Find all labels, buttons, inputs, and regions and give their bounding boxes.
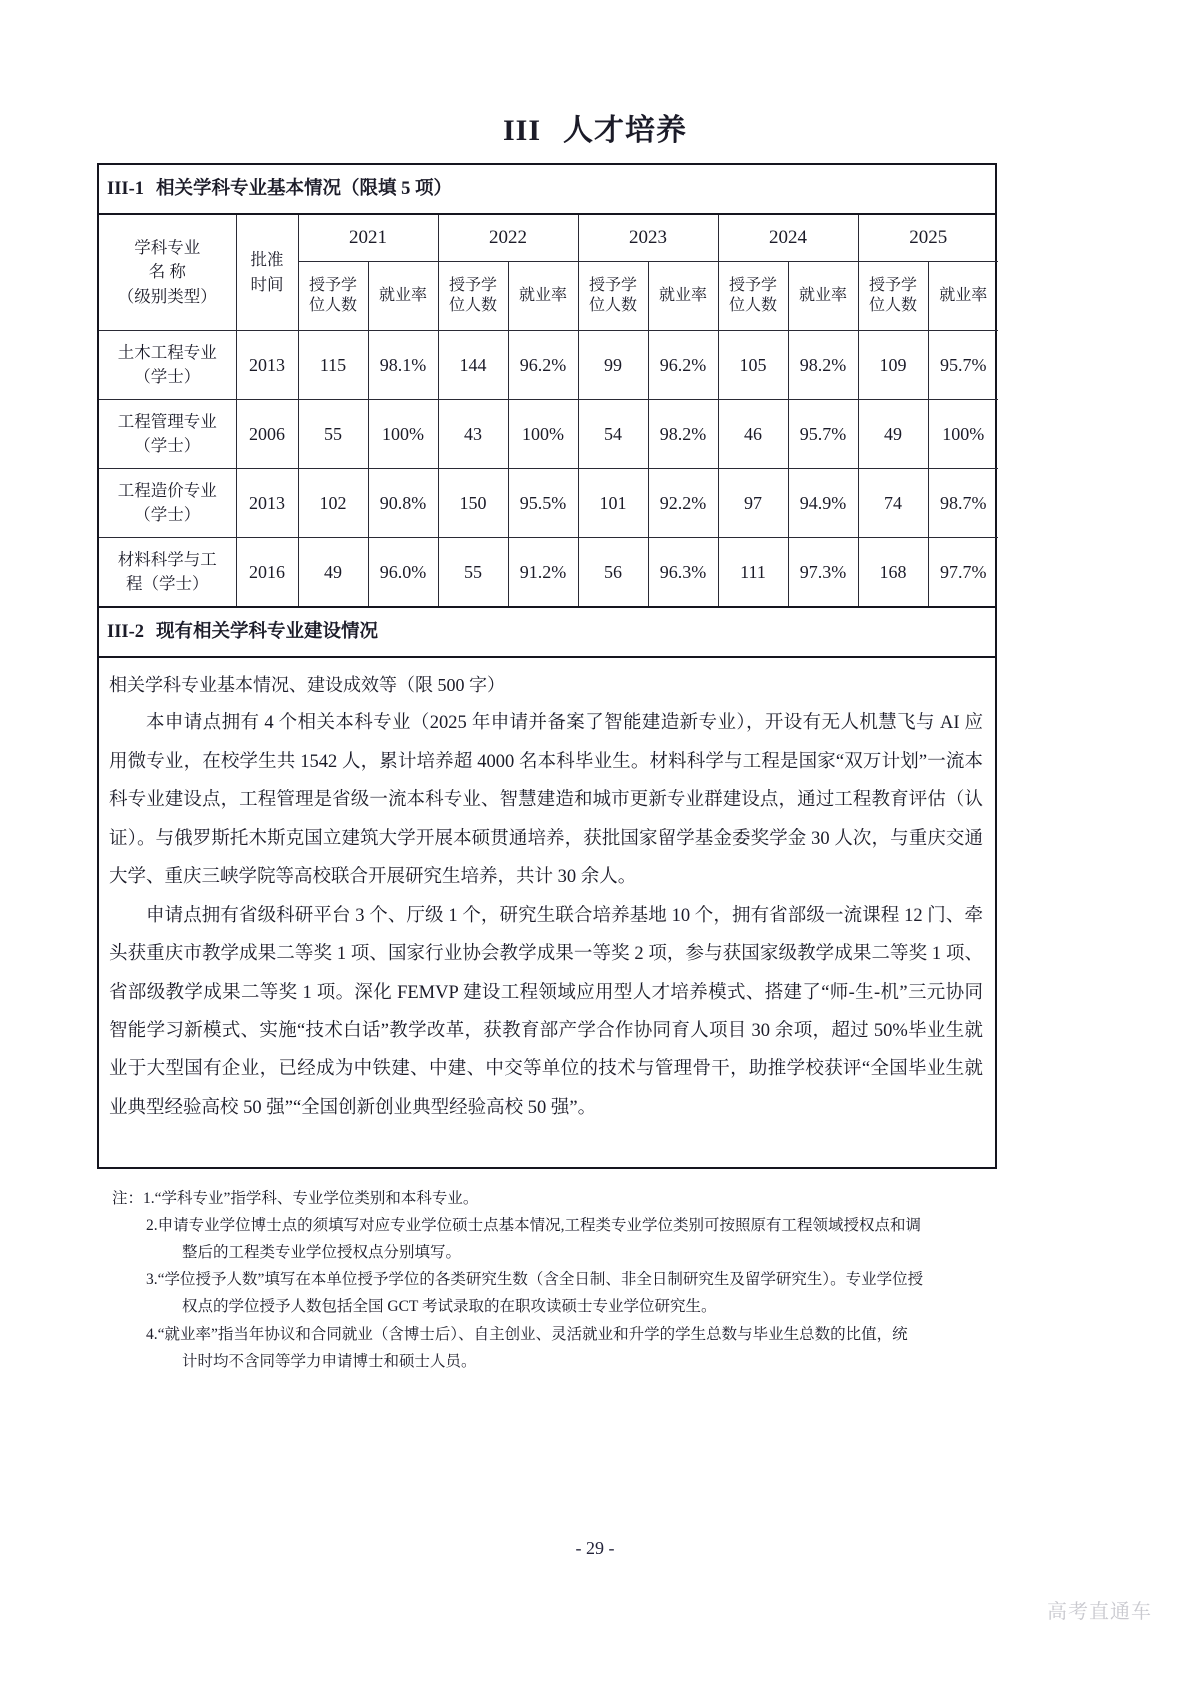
header-degrees-2025 xyxy=(858,262,928,331)
header-degrees-line2: 位人数 xyxy=(728,297,777,315)
cell-degrees-2021: 102 xyxy=(298,469,368,538)
footnote-item-2-cont xyxy=(112,1240,1002,1265)
row-major-name xyxy=(99,400,236,469)
cell-degrees-2025: 74 xyxy=(858,469,928,538)
row-approval-year: 2016 xyxy=(236,538,298,607)
cell-employment-2025: 100% xyxy=(928,400,998,469)
cell-employment-2024: 94.9% xyxy=(788,469,858,538)
cell-employment-2021: 96.0% xyxy=(368,538,438,607)
header-major-name-line1: 学科专业 xyxy=(134,237,201,257)
page-number: - 29 - xyxy=(575,1538,615,1558)
cell-degrees-2025: 109 xyxy=(858,331,928,400)
page-title xyxy=(0,105,1190,149)
header-degrees-line1: 授予学 xyxy=(448,277,497,295)
row-major-name-line1: 土木工程专业 xyxy=(117,343,217,363)
table-row xyxy=(99,469,998,538)
page-title-text: 人才培养 xyxy=(563,114,688,147)
table-row xyxy=(99,400,998,469)
watermark: 高考直通车 xyxy=(1047,1601,1152,1623)
footnote-text-3-continuation: 权点的学位授予人数包括全国 GCT 考试录取的在职攻读硕士专业学位研究生。 xyxy=(182,1298,717,1316)
section-label-iii-2: 现有相关学科专业建设情况 xyxy=(156,622,379,643)
narrative-paragraph-2: 申请点拥有省级科研平台 3 个、厅级 1 个，研究生联合培养基地 10 个，拥有省部级一流课程 12 门、牵头获重庆市教学成果二等奖 1 项、国家行业协会教学成果一等奖 2 项，参与获国家级教学成果二等奖 1 项、省部级教学成果二等奖 1 项。深化 FEMVP 建设工程领域应用型人才培养模式、搭建了“师-生-机”三元协同智能学习新模式、实施“技术白话”教学改革，获教育部产学合作协同育人项目 30 余项，超过 50%毕业生就业于大型国有企业，已经成为中铁建、中建、中交等单位的技术与管理骨干，助推学校获评“全国毕业生就业典型经验高校 50 强”“全国创新创业典型经验高校 50 强”。 xyxy=(109,905,983,1118)
row-approval-year: 2013 xyxy=(236,469,298,538)
cell-employment-2023: 98.2% xyxy=(648,400,718,469)
majors-table xyxy=(99,215,998,606)
header-degrees-line1: 授予学 xyxy=(588,277,637,295)
cell-degrees-2023: 101 xyxy=(578,469,648,538)
header-employment-2021: 就业率 xyxy=(368,262,438,331)
footnote-marker-1: 1. xyxy=(143,1190,155,1207)
header-degrees-line2: 位人数 xyxy=(448,297,497,315)
cell-degrees-2024: 97 xyxy=(718,469,788,538)
header-degrees-2022 xyxy=(438,262,508,331)
footnote-prefix: 注： xyxy=(112,1190,144,1207)
section-header-iii-1 xyxy=(99,165,995,215)
page-title-numeral: III xyxy=(502,114,542,147)
header-approval-time xyxy=(236,215,298,331)
row-major-name xyxy=(99,469,236,538)
cell-employment-2022: 91.2% xyxy=(508,538,578,607)
header-employment-2023: 就业率 xyxy=(648,262,718,331)
header-employment-2022: 就业率 xyxy=(508,262,578,331)
footnote-text-2-continuation: 整后的工程类专业学位授权点分别填写。 xyxy=(182,1244,462,1262)
footnotes xyxy=(112,1186,1002,1376)
cell-employment-2023: 96.3% xyxy=(648,538,718,607)
cell-degrees-2022: 144 xyxy=(438,331,508,400)
row-approval-year: 2006 xyxy=(236,400,298,469)
footnote-text-3: “学位授予人数”填写在本单位授予学位的各类研究生数（含全日制、非全日制研究生及留学研究生）。专业学位授 xyxy=(157,1271,924,1289)
table-row xyxy=(99,331,998,400)
row-major-name-line1: 工程造价专业 xyxy=(117,481,217,501)
section-label-iii-1: 相关学科专业基本情况 xyxy=(156,179,342,199)
header-approval-line1: 批准 xyxy=(250,249,284,269)
cell-employment-2021: 98.1% xyxy=(368,331,438,400)
row-major-name xyxy=(99,538,236,607)
row-major-name xyxy=(99,331,236,400)
table-row xyxy=(99,538,998,607)
cell-degrees-2025: 49 xyxy=(858,400,928,469)
narrative-paragraph-1: 本申请点拥有 4 个相关本科专业（2025 年申请并备案了智能建造新专业），开设有无人机慧飞与 AI 应用微专业，在校学生共 1542 人，累计培养超 4000 名本科毕业生。材料科学与工程是国家“双万计划”一流本科专业建设点，工程管理是省级一流本科专业、智慧建造和城市更新专业群建设点，通过工程教育评估（认证）。与俄罗斯托木斯克国立建筑大学开展本硕贯通培养，获批国家留学基金委奖学金 30 人次，与重庆交通大学、重庆三峡学院等高校联合开展研究生培养，共计 30 余人。 xyxy=(109,713,983,888)
header-major-name-line3: （级别类型） xyxy=(117,287,217,307)
header-year-2025: 2025 xyxy=(858,215,998,262)
cell-employment-2021: 100% xyxy=(368,400,438,469)
cell-employment-2023: 96.2% xyxy=(648,331,718,400)
footnote-text-1: “学科专业”指学科、专业学位类别和本科专业。 xyxy=(154,1190,479,1207)
cell-employment-2024: 98.2% xyxy=(788,331,858,400)
footnote-text-2: 申请专业学位博士点的须填写对应专业学位硕士点基本情况,工程类专业学位类别可按照原有工程领域授权点和调 xyxy=(157,1217,922,1235)
cell-degrees-2023: 54 xyxy=(578,400,648,469)
header-employment-2025: 就业率 xyxy=(928,262,998,331)
footnote-marker-2: 2. xyxy=(146,1217,158,1235)
header-degrees-line2: 位人数 xyxy=(588,297,637,315)
cell-degrees-2022: 150 xyxy=(438,469,508,538)
cell-employment-2021: 90.8% xyxy=(368,469,438,538)
row-major-name-line1: 工程管理专业 xyxy=(117,412,217,432)
header-year-2024: 2024 xyxy=(718,215,858,262)
cell-degrees-2022: 43 xyxy=(438,400,508,469)
cell-degrees-2021: 55 xyxy=(298,400,368,469)
cell-degrees-2024: 111 xyxy=(718,538,788,607)
narrative-lead: 相关学科专业基本情况、建设成效等（限 500 字） xyxy=(109,675,505,696)
cell-degrees-2021: 49 xyxy=(298,538,368,607)
header-year-2023: 2023 xyxy=(578,215,718,262)
section-id-iii-1: III-1 xyxy=(107,179,145,199)
footnote-item-4-cont xyxy=(112,1349,1002,1374)
cell-employment-2023: 92.2% xyxy=(648,469,718,538)
cell-degrees-2023: 99 xyxy=(578,331,648,400)
header-degrees-line2: 位人数 xyxy=(308,297,357,315)
footnote-item-3-cont xyxy=(112,1294,1002,1319)
header-employment-2024: 就业率 xyxy=(788,262,858,331)
cell-degrees-2022: 55 xyxy=(438,538,508,607)
footnote-marker-3: 3. xyxy=(146,1271,158,1289)
cell-employment-2024: 95.7% xyxy=(788,400,858,469)
row-major-name-line2: 程（学士） xyxy=(126,574,209,594)
header-year-2021: 2021 xyxy=(298,215,438,262)
section-id-iii-2: III-2 xyxy=(107,622,145,643)
header-degrees-2021 xyxy=(298,262,368,331)
section-header-iii-2 xyxy=(99,608,995,658)
header-major-name xyxy=(99,215,236,331)
cell-degrees-2021: 115 xyxy=(298,331,368,400)
footnote-item-3 xyxy=(112,1267,1002,1292)
row-major-name-line2: （学士） xyxy=(134,367,201,387)
header-degrees-2024 xyxy=(718,262,788,331)
cell-degrees-2024: 105 xyxy=(718,331,788,400)
cell-employment-2025: 97.7% xyxy=(928,538,998,607)
majors-table-wrapper xyxy=(99,215,995,608)
header-degrees-line2: 位人数 xyxy=(868,297,917,315)
cell-employment-2022: 95.5% xyxy=(508,469,578,538)
header-degrees-line1: 授予学 xyxy=(728,277,777,295)
cell-employment-2025: 95.7% xyxy=(928,331,998,400)
header-degrees-line1: 授予学 xyxy=(308,277,357,295)
cell-employment-2022: 96.2% xyxy=(508,331,578,400)
footnote-item-4 xyxy=(112,1322,1002,1347)
narrative-body xyxy=(99,658,995,1167)
table-header-row-1 xyxy=(99,215,998,262)
cell-employment-2022: 100% xyxy=(508,400,578,469)
header-degrees-line1: 授予学 xyxy=(868,277,917,295)
row-major-name-line1: 材料科学与工 xyxy=(117,550,217,570)
footnote-text-4: “就业率”指当年协议和合同就业（含博士后）、自主创业、灵活就业和升学的学生总数与毕业生总数的比值，统 xyxy=(157,1325,908,1343)
section-note-iii-1: （限填 5 项） xyxy=(341,179,453,199)
cell-employment-2025: 98.7% xyxy=(928,469,998,538)
cell-employment-2024: 97.3% xyxy=(788,538,858,607)
header-degrees-2023 xyxy=(578,262,648,331)
footnote-item-1 xyxy=(112,1186,1002,1211)
header-major-name-line2: 名 称 xyxy=(148,262,186,282)
header-approval-line2: 时间 xyxy=(250,274,284,294)
footnote-item-2 xyxy=(112,1213,1002,1238)
footnote-text-4-continuation: 计时均不含同等学力申请博士和硕士人员。 xyxy=(182,1352,477,1370)
row-approval-year: 2013 xyxy=(236,331,298,400)
cell-degrees-2024: 46 xyxy=(718,400,788,469)
content-frame xyxy=(97,163,997,1169)
row-major-name-line2: （学士） xyxy=(134,505,201,525)
footnote-marker-4: 4. xyxy=(146,1325,158,1343)
row-major-name-line2: （学士） xyxy=(134,436,201,456)
cell-degrees-2025: 168 xyxy=(858,538,928,607)
cell-degrees-2023: 56 xyxy=(578,538,648,607)
header-year-2022: 2022 xyxy=(438,215,578,262)
